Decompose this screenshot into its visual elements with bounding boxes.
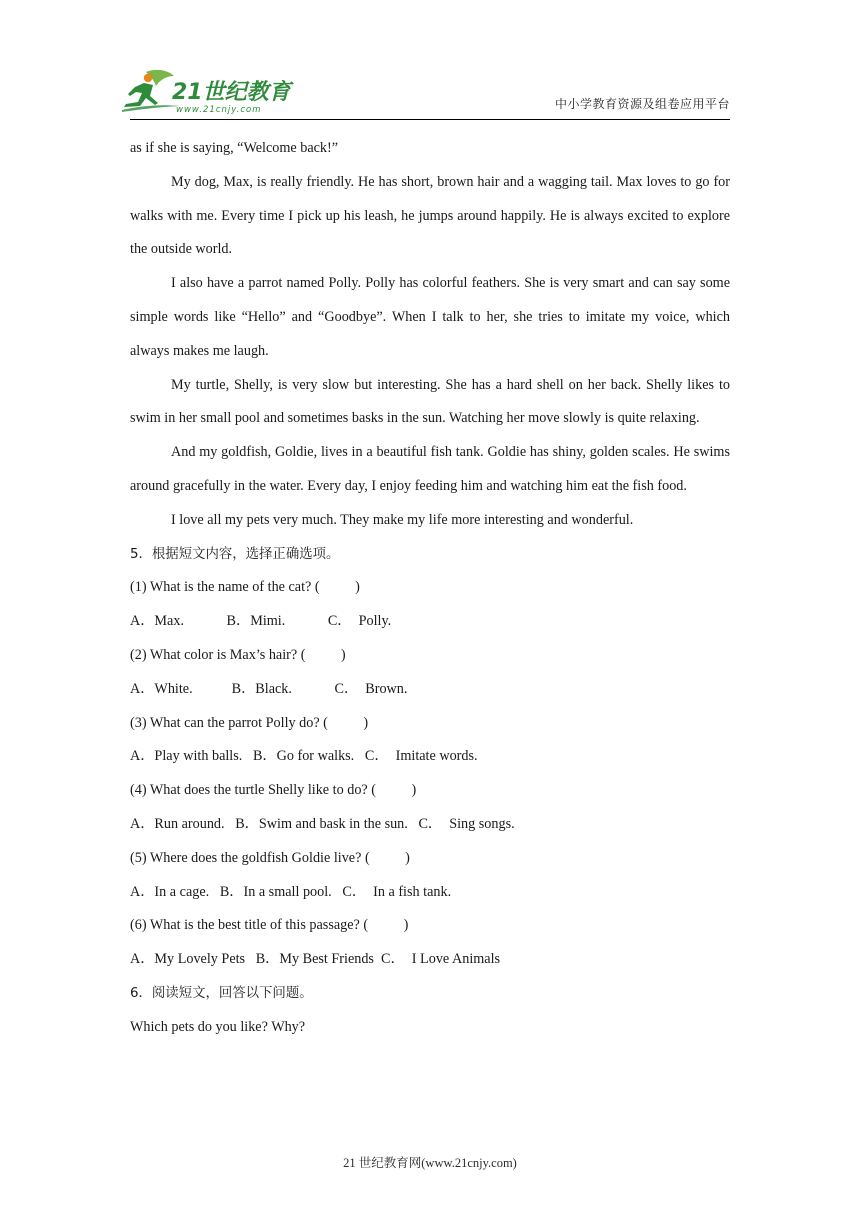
- question-5-6: (6) What is the best title of this passage? ( ): [130, 917, 409, 934]
- question-6-prompt: Which pets do you like? Why?: [130, 1018, 306, 1035]
- question-5-1: (1) What is the name of the cat? ( ): [130, 579, 360, 596]
- svg-text:www.21cnjy.com: www.21cnjy.com: [176, 105, 262, 115]
- question-5-4-options: A．Run around. B．Swim and bask in the sun. C． Sing songs.: [130, 815, 515, 832]
- question-5-3-options: A．Play with balls. B．Go for walks. C． Imitate words.: [130, 748, 478, 765]
- question-5-instruction: 5．根据短文内容，选择正确选项。: [130, 546, 340, 562]
- runner-logo-icon: [120, 66, 295, 116]
- question-6-instruction: 6．阅读短文，回答以下问题。: [130, 985, 313, 1001]
- page-header: [0, 0, 860, 125]
- question-5-6-options: A．My Lovely Pets B．My Best Friends C． I Love Animals: [130, 951, 501, 968]
- question-5-5: (5) Where does the goldfish Goldie live? ( ): [130, 849, 410, 866]
- question-5-2: (2) What color is Max’s hair? ( ): [130, 646, 346, 663]
- page-footer: 21 世纪教育网(www.21cnjy.com): [343, 1156, 517, 1170]
- page-content: [130, 132, 730, 1045]
- question-5-3: (3) What can the parrot Polly do? ( ): [130, 714, 369, 731]
- question-5-5-options: A．In a cage. B．In a small pool. C． In a fish tank.: [130, 883, 452, 900]
- site-logo: [120, 66, 295, 116]
- passage-paragraph-parrot: I also have a parrot named Polly. Polly has colorful feathers. She is very smart and can say some simple words like “Hello” and “Goodbye”. When I talk to her, she tries to imitate my voice, which always makes me laugh.: [130, 275, 730, 359]
- question-5-2-options: A．White. B．Black. C． Brown.: [130, 680, 408, 697]
- question-5-1-options: A．Max. B．Mimi. C． Polly.: [130, 613, 392, 630]
- passage-continuation: as if she is saying, “Welcome back!”: [130, 140, 339, 156]
- passage-paragraph-goldfish: And my goldfish, Goldie, lives in a beautiful fish tank. Goldie has shiny, golden scales. He swims around gracefully in the water. Every day, I enjoy feeding him and watching him eat the fish food.: [130, 444, 730, 494]
- passage-paragraph-closing: I love all my pets very much. They make my life more interesting and wonderful.: [171, 511, 634, 528]
- passage-paragraph-turtle: My turtle, Shelly, is very slow but interesting. She has a hard shell on her back. Shelly likes to swim in her small pool and sometimes basks in the sun. Watching her move slowly is quite relaxing.: [130, 376, 730, 427]
- question-5-4: (4) What does the turtle Shelly like to do? ( ): [130, 782, 417, 799]
- svg-text:21世纪教育: 21世纪教育: [172, 80, 291, 105]
- header-divider: [130, 119, 730, 120]
- passage-paragraph-dog: My dog, Max, is really friendly. He has short, brown hair and a wagging tail. Max loves to go for walks with me. Every time I pick up his leash, he jumps around happily. He is always excited to explore the outside world.: [130, 173, 730, 258]
- header-tagline: 中小学教育资源及组卷应用平台: [554, 97, 730, 111]
